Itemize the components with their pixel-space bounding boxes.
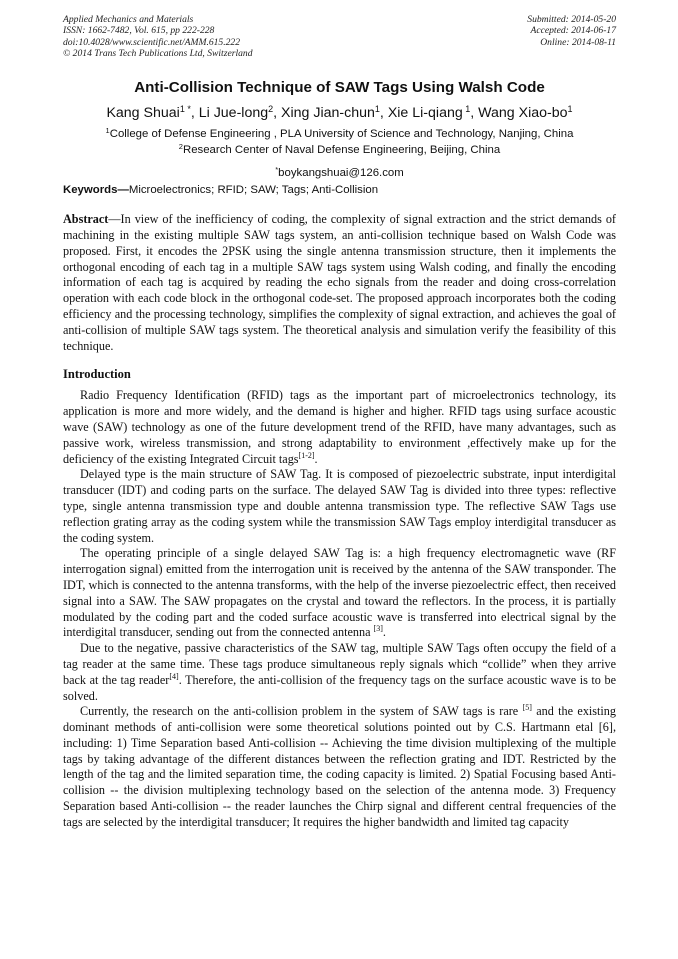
keywords — [63, 184, 616, 196]
abstract-label: Abstract — [63, 212, 109, 227]
paragraph: Due to the negative, passive characteristics of the SAW tag, multiple SAW Tags often occupy the field of a tag reader at the same time. These tags produce simultaneous reply signals which “collide” when they arrive back at the tag reader[4]. Therefore, the anti-collision of the frequency tags on the surface acoustic wave is to be solved. — [63, 641, 616, 703]
affiliations — [63, 127, 616, 158]
section-heading-introduction: Introduction — [63, 367, 131, 382]
affiliation-2: $^2$Research Center of Naval Defense Engineering, Beijing, China — [178, 141, 501, 156]
paragraph: The operating principle of a single delayed SAW Tag is: a high frequency electromagnetic wave (RF interrogation signal) emitted from the interrogation unit is received by the antenna of the SAW transponder. The IDT, which is connected to the antenna transforms, with the help of the inverse piezoelectric effect, then received signal into a SAW. The SAW propagates on the crystal and toward the reflectors. In the process, it is partially modulated by the coding part and the coded surface acoustic wave is transferred into electrical signal by the interdigital transducer, sending out from the connected antenna [3]. — [63, 546, 616, 640]
issn-line: ISSN: 1662-7482, Vol. 615, pp 222-228 — [63, 25, 215, 37]
copyright-line: © 2014 Trans Tech Publications Ltd, Switzerland — [63, 47, 253, 59]
author: Kang Shuai$^{1 *}$, — [106, 104, 199, 122]
submitted-date: Submitted: 2014-05-20 — [527, 14, 616, 25]
keywords-label: Keywords— — [63, 184, 129, 197]
paragraph: Currently, the research on the anti-collision problem in the system of SAW tags is rare [5] and the existing dominant methods of anti-collision were some theoretical solutions pointed out by C.S. Hartmann etal [6], including: 1) Time Separation based Anti-collision -- Achieving the time division multiplexing of the multiple tags by taking advantage of the different distances between the reflection grating and IDT. Restricted by the length of the tag and the limited separation time, the coding capacity is limited. 2) Spatial Focusing based Anti-collision -- the division multiplexing technology based on the selection of the antenna mode. 3) Frequency Separation based Anti-collision -- the reader launches the Chirp signal and different central frequencies of the tags are selected by the interdigital transducer; It requires the higher bandwidth and limited tag capacity — [63, 703, 616, 829]
online-date: Online: 2014-08-11 — [540, 36, 616, 48]
paragraph: Radio Frequency Identification (RFID) tags as the important part of microelectronics technology, its application is more and more widely, and the demand is higher and higher. RFID tags using surface acoustic wave (SAW) technology as one of the future development trend of the RFID, have many advantages, such as passive work, wireless transmission, and strong adaptability to environment ,effectively make up for the deficiency of the existing Integrated Circuit tags[1-2]. — [63, 388, 616, 466]
accepted-date: Accepted: 2014-06-17 — [530, 25, 616, 37]
paper-page — [63, 14, 616, 831]
author-list — [63, 105, 616, 121]
dates-info — [527, 14, 616, 59]
abstract — [63, 212, 616, 354]
introduction-body — [63, 388, 616, 830]
journal-info — [63, 14, 253, 59]
corresponding-email: *boykangshuai@126.com — [275, 165, 404, 180]
journal-header — [63, 14, 616, 59]
keywords-text: Microelectronics; RFID; SAW; Tags; Anti-Collision — [128, 184, 379, 197]
author: Li Jue-long$^2$, — [198, 104, 282, 122]
abstract-text: —In view of the inefficiency of coding, the complexity of signal extraction and the strict demands of machining in the existing multiple SAW tags system, an anti-collision technique based on Walsh Code was proposed. First, it encodes the 2PSK using the single antenna transmission structure, then it implements the orthogonal encoding of each tag in a multiple SAW tags system using Walsh coding, and finally the encoding information of each tag is acquired by reading the echo signals from the reader and doing cross-correlation operation with each code block in the orthogonal code-set. The proposed approach incorporates both the coding efficiency and the processing technology, simplifies the complexity of signal extraction, and achieves the goal of anti-collision of multiple SAW tags system. The theoretical analysis and simulation verify the feasibility of this technique. — [63, 212, 616, 353]
paragraph: Delayed type is the main structure of SAW Tag. It is composed of piezoelectric substrate, input interdigital transducer (IDT) and coding parts on the surface. The delayed SAW Tag is divided into three types: reflective type, single antenna transmission type and double antenna transmission type. The reflective SAW Tags use reflection grating array as the coding system while the transmission SAW Tags employ interdigital transducer as the coding system. — [63, 467, 616, 545]
paper-title: Anti-Collision Technique of SAW Tags Using Walsh Code — [134, 79, 545, 97]
author: Xing Jian-chun$^1$, — [281, 104, 388, 122]
author: Xie Li-qiang $^1$, — [387, 104, 479, 122]
doi-line: doi:10.4028/www.scientific.net/AMM.615.222 — [63, 36, 241, 48]
author: Wang Xiao-$bo^1$ — [478, 104, 573, 122]
affiliation-1: $^1$College of Defense Engineering , PLA University of Science and Technology, Nanjing, China — [105, 126, 574, 141]
journal-name: Applied Mechanics and Materials — [63, 14, 194, 25]
